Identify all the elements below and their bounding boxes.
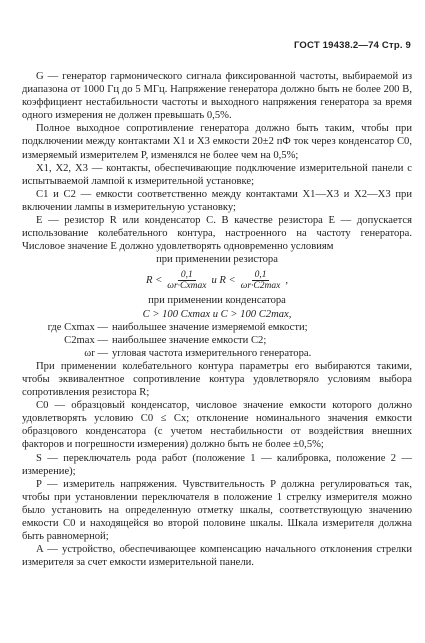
fraction-2-numerator: 0,1 [252, 270, 270, 281]
condition-capacitor: при применении конденсатора [148, 295, 286, 307]
paragraph-switch: S — переключатель рода работ (положение 1 — калибровка, положение 2 — измерение); [22, 452, 412, 477]
fraction-2-denominator: ωr·C2max [240, 280, 281, 291]
condition-resistor: при применении резистора [156, 254, 278, 266]
paragraph-output-impedance: Полное выходное сопротивление генератора должно быть таким, чтобы при подключении между контактами X1 и X3 емкости 20±2 пФ ток через конденсатор C0, измеряемый измерителем P, изменялся не более чем на 0,5%; [22, 123, 412, 161]
fraction-1 [164, 270, 209, 291]
document-body [22, 70, 412, 569]
paragraph-element-e: E — резистор R или конденсатор C. В качестве резистора E — допускается использование колебательного контура, настроенного на частоту генератора. Числовое значение E должно удовлетворять одновременно условиям [22, 215, 412, 253]
paragraph-oscillating-circuit: При применении колебательного контура параметры его выбираются такими, чтобы эквивалентное сопротивление контура удовлетворяло условиям выбора сопротивления резистора R; [22, 360, 412, 399]
paragraph-voltmeter: P — измеритель напряжения. Чувствительность P должна регулироваться так, чтобы при установлении переключателя в положение 1 стрелку измерителя можно было установить на определенную отметку шкалы, соответствующую значению емкости C0 и находящейся во второй половине шкалы. Шкала измерителя должна быть равномерной; [22, 478, 412, 543]
paragraph-reference-capacitor: C0 — образцовый конденсатор, числовое значение емкости которого должно удовлетворять условию C0 ≤ Cx; отклонение номинального значения емкости образцового конденсатора (с учетом нестабильности от воздействия внешних факторов и погрешности измерения) должно быть не более ±0,5%; [22, 400, 412, 451]
page-header: ГОСТ 19438.2—74 Стр. 9 [293, 40, 411, 51]
definition-c2: C2max — наибольшее значение емкости C2; [64, 334, 267, 346]
fraction-2 [238, 270, 284, 291]
definition-omega: ωr — угловая частота измерительного генератора. [84, 347, 312, 359]
fraction-1-denominator: ωr·Cxmax [167, 280, 207, 291]
formula-end: , [285, 274, 289, 286]
formula-resistor [22, 266, 412, 294]
paragraph-capacitances: C1 и C2 — емкости соответственно между контактами X1—X3 и X2—X3 при включении лампы в измерительную установку; [22, 188, 412, 213]
fraction-1-numerator: 0,1 [178, 270, 196, 281]
formula-capacitor: C > 100 Cxmax и C > 100 C2max, [142, 308, 292, 320]
formula-and: и R < [211, 274, 236, 286]
definition-cx: где Cxmax — наибольшее значение измеряемой емкости; [47, 321, 308, 333]
formula-r-lhs: R < [145, 274, 163, 286]
paragraph-contacts: X1, X2, X3 — контакты, обеспечивающие подключение измерительной панели с испытываемой лампой к измерительной установке; [22, 162, 412, 187]
paragraph-generator: G — генератор гармонического сигнала фиксированной частоты, выбираемой из диапазона от 1000 Гц до 5 МГц. Напряжение генератора должно быть не более 200 В, коэффициент нестабильности частоты и выходного напряжения генератора за время одного измерения не должен превышать 0,5%. [22, 71, 412, 122]
paragraph-compensation-device: A — устройство, обеспечивающее компенсацию начального отклонения стрелки измерителя за счет емкости измерительной панели. [22, 544, 412, 569]
